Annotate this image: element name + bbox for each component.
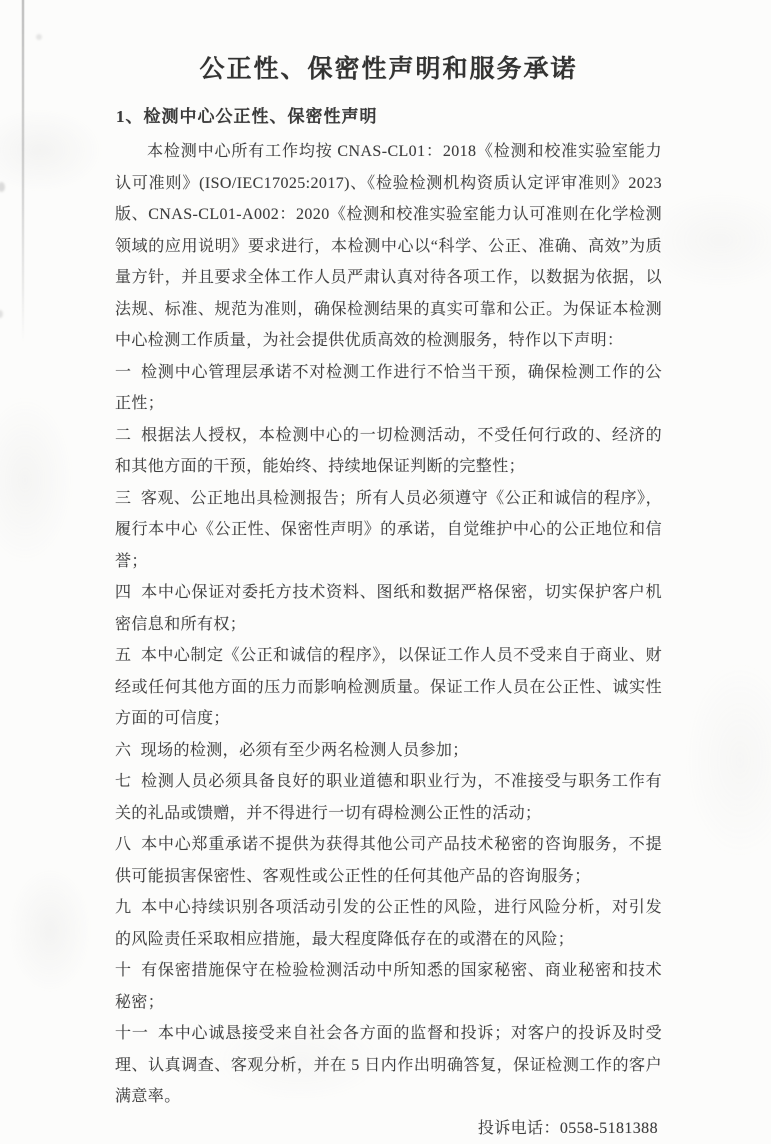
statement-number: 四 [115,584,132,601]
statement-item-6 [115,735,662,767]
statement-item-2 [115,420,662,483]
statement-number: 十 [115,962,132,979]
statement-item-5 [115,640,662,735]
statement-text: 本中心郑重承诺不提供为获得其他公司产品技术秘密的咨询服务，不提供可能损害保密性、客观性或公正性的任何其他产品的咨询服务； [115,836,662,885]
statement-number: 七 [115,773,132,790]
complaint-phone-number: 0558-5181388 [560,1120,658,1137]
statement-text: 检测中心管理层承诺不对检测工作进行不恰当干预，确保检测工作的公正性； [115,364,662,413]
statement-text: 本中心诚恳接受来自社会各方面的监督和投诉；对客户的投诉及时受理、认真调查、客观分析，并在 5 日内作出明确答复，保证检测工作的客户满意率。 [115,1025,662,1105]
complaint-phone-label: 投诉电话： [478,1120,560,1137]
statement-number: 八 [115,836,132,853]
statement-item-10 [115,955,662,1018]
statement-item-4 [115,577,662,640]
scan-speck-artifact [0,182,5,192]
statement-item-8 [115,829,662,892]
scan-speck-artifact [0,310,3,318]
statement-number: 六 [115,742,131,759]
section-heading: 1、检测中心公正性、保密性声明 [116,107,662,127]
complaint-phone-line [115,1113,662,1144]
statement-text: 本中心制定《公正和诚信的程序》，以保证工作人员不受来自于商业、财经或任何其他方面的压力而影响检测质量。保证工作人员在公正性、诚实性方面的可信度； [115,647,662,727]
scan-edge-line-artifact [22,0,24,342]
statement-item-3 [115,483,662,578]
statement-number: 二 [115,427,132,444]
statement-number: 五 [115,647,132,664]
statement-number: 九 [115,899,132,916]
statement-text: 检测人员必须具备良好的职业道德和职业行为，不准接受与职务工作有关的礼品或馈赠，并不得进行一切有碍检测公正性的活动； [115,773,662,822]
statement-text: 有保密措施保守在检验检测活动中所知悉的国家秘密、商业秘密和技术秘密； [115,962,662,1011]
statement-item-11 [115,1018,662,1113]
statement-text: 本中心保证对委托方技术资料、图纸和数据严格保密，切实保护客户机密信息和所有权； [115,584,662,633]
statement-text: 本中心持续识别各项活动引发的公正性的风险，进行风险分析，对引发的风险责任采取相应措施，最大程度降低存在的或潜在的风险； [115,899,662,948]
statement-text: 现场的检测，必须有至少两名检测人员参加； [141,742,469,759]
page-title: 公正性、保密性声明和服务承诺 [115,54,662,86]
statement-item-1 [115,357,662,420]
statement-text: 根据法人授权，本检测中心的一切检测活动，不受任何行政的、经济的和其他方面的干预，能始终、持续地保证判断的完整性； [115,427,662,476]
scan-speck-artifact [36,34,42,40]
document-page [115,54,662,1144]
statement-number: 三 [115,490,132,507]
statement-item-9 [115,892,662,955]
statement-number: 一 [115,364,132,381]
intro-paragraph: 本检测中心所有工作均按 CNAS-CL01：2018《检测和校准实验室能力认可准则》(ISO/IEC17025:2017)、《检验检测机构资质认定评审准则》2023 版、CNAS-CL01-A002：2020《检测和校准实验室能力认可准则在化学检测领域的应用说明》要求进行，本检测中心以“科学、公正、准确、高效”为质量方针，并且要求全体工作人员严肃认真对待各项工作，以数据为依据，以法规、标准、规范为准则，确保检测结果的真实可靠和公正。为保证本检测中心检测工作质量，为社会提供优质高效的检测服务，特作以下声明： [115,136,662,357]
statement-item-7 [115,766,662,829]
statement-number: 十一 [115,1025,149,1042]
statement-text: 客观、公正地出具检测报告；所有人员必须遵守《公正和诚信的程序》，履行本中心《公正性、保密性声明》的承诺，自觉维护中心的公正地位和信誉； [115,490,662,570]
